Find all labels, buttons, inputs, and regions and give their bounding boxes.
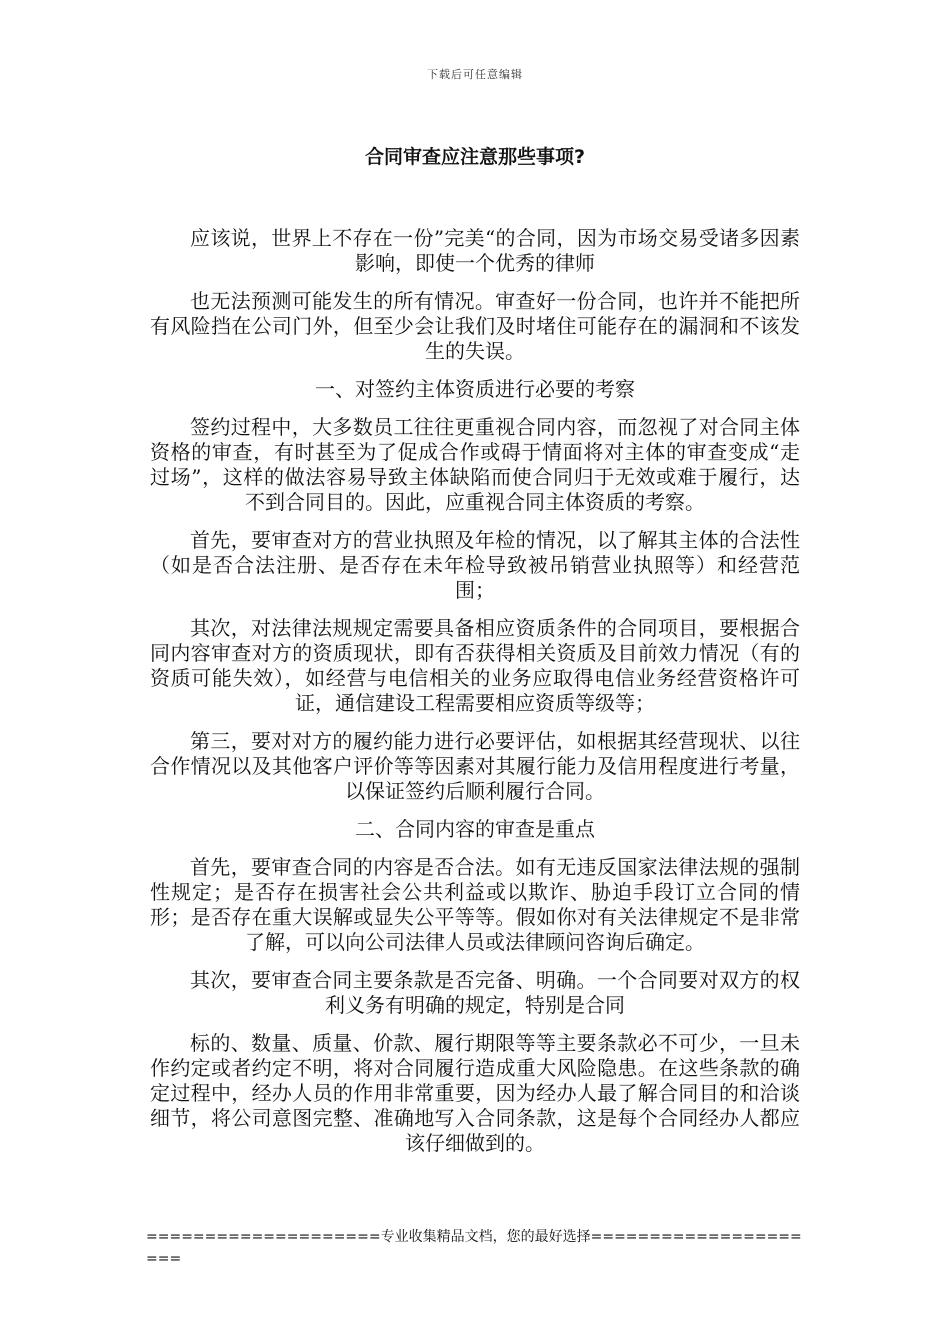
paragraph: 首先，要审查合同的内容是否合法。如有无违反国家法律法规的强制性规定；是否存在损害社会公共利益或以欺诈、胁迫手段订立合同的情形；是否存在重大误解或显失公平等等。假如你对有关法律规定不是非常了解，可以向公司法律人员或法律顾问咨询后确定。 (150, 855, 800, 954)
paragraph: 其次，对法律法规规定需要具备相应资质条件的合同项目，要根据合同内容审查对方的资质现状，即有否获得相关资质及目前效力情况（有的资质可能失效），如经营与电信相关的业务应取得电信业务经营资格许可证，通信建设工程需要相应资质等级等； (150, 616, 800, 715)
paragraph: 第三，要对对方的履约能力进行必要评估，如根据其经营现状、以往合作情况以及其他客户评价等等因素对其履行能力及信用程度进行考量，以保证签约后顺利履行合同。 (150, 729, 800, 803)
footer-note: ====================专业收集精品文档，您的最好选择===================== (146, 1229, 802, 1267)
header-note: 下载后可任意编辑 (427, 68, 523, 81)
document-body (150, 226, 800, 1169)
paragraph: 也无法预测可能发生的所有情况。审查好一份合同，也许并不能把所有风险挡在公司门外，但至少会让我们及时堵住可能存在的漏洞和不该发生的失误。 (150, 289, 800, 363)
paragraph: 应该说，世界上不存在一份”完美“的合同，因为市场交易受诸多因素影响，即使一个优秀的律师 (190, 226, 800, 275)
paragraph: 签约过程中，大多数员工往往更重视合同内容，而忽视了对合同主体资格的审查，有时甚至为了促成合作或碍于情面将对主体的审查变成“走过场”，这样的做法容易导致主体缺陷而使合同归于无效或难于履行，达不到合同目的。因此，应重视合同主体资质的考察。 (150, 415, 800, 514)
section-heading: 一、对签约主体资质进行必要的考察 (315, 377, 635, 401)
paragraph: 其次，要审查合同主要条款是否完备、明确。一个合同要对双方的权利义务有明确的规定，特别是合同 (190, 968, 800, 1017)
paragraph: 标的、数量、质量、价款、履行期限等等主要条款必不可少，一旦未作约定或者约定不明，将对合同履行造成重大风险隐患。在这些条款的确定过程中，经办人员的作用非常重要，因为经办人最了解合同目的和洽谈细节，将公司意图完整、准确地写入合同条款，这是每个合同经办人都应该仔细做到的。 (150, 1031, 800, 1155)
document-title: 合同审查应注意那些事项? (364, 146, 586, 168)
paragraph: 首先，要审查对方的营业执照及年检的情况，以了解其主体的合法性（如是否合法注册、是否存在未年检导致被吊销营业执照等）和经营范围； (150, 528, 800, 602)
section-heading: 二、合同内容的审查是重点 (355, 817, 595, 841)
